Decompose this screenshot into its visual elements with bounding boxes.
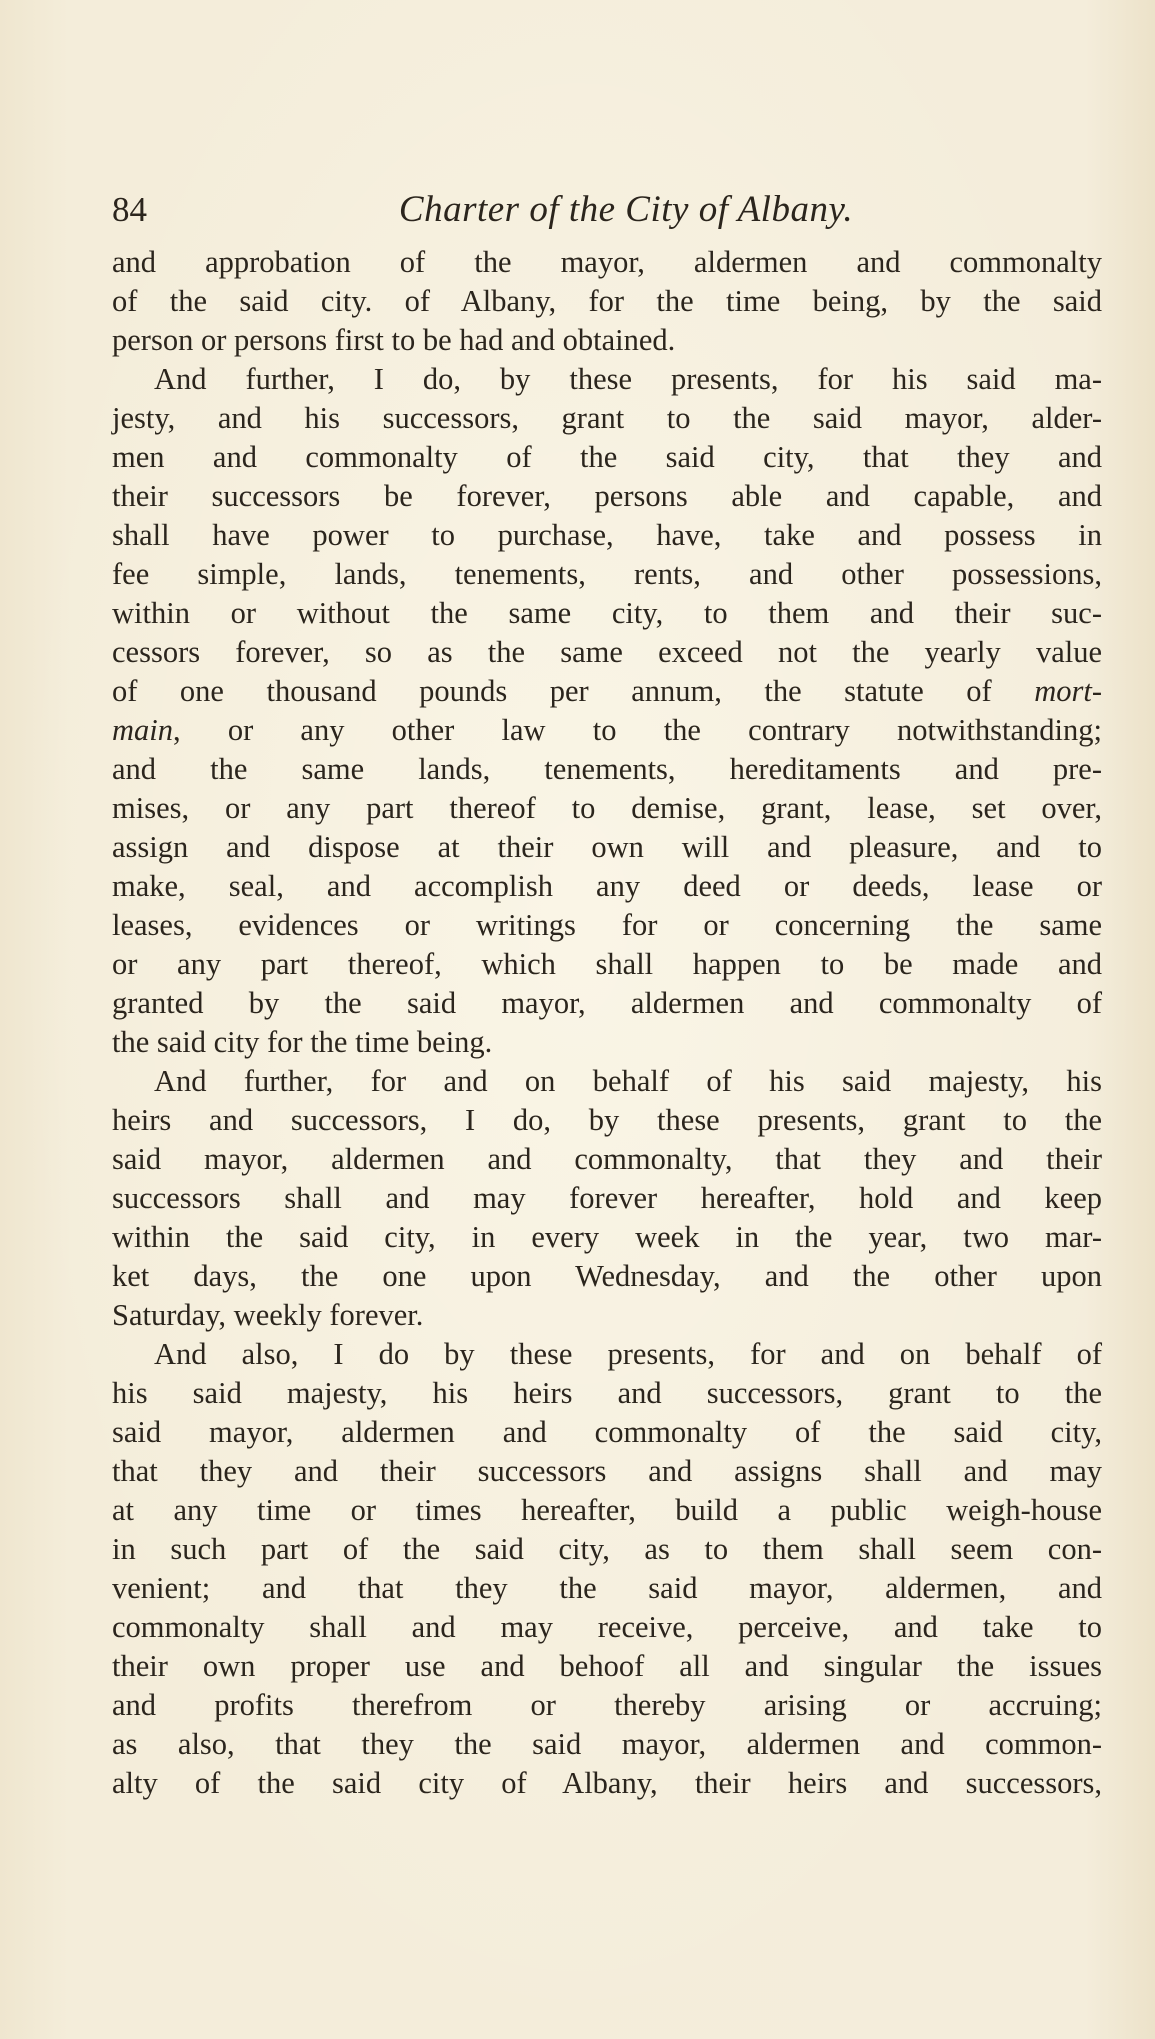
text-line	[112, 282, 1102, 321]
text-line	[112, 1374, 1102, 1413]
text-line	[112, 1023, 1102, 1062]
text-line	[112, 1530, 1102, 1569]
text-line-content: said mayor, aldermen and commonalty of the said city,	[112, 1415, 1102, 1449]
page-header	[112, 184, 1110, 236]
text-line	[112, 867, 1102, 906]
text-line-content: within the said city, in every week in the year, two mar-	[112, 1220, 1102, 1254]
text-line-content: their successors be forever, persons able and capable, and	[112, 479, 1102, 513]
text-line	[112, 789, 1102, 828]
body-text	[112, 243, 1102, 1803]
text-line	[112, 360, 1102, 399]
text-line-content: and profits therefrom or thereby arising or accruing;	[112, 1688, 1102, 1722]
text-line	[112, 1725, 1102, 1764]
text-line	[112, 321, 1102, 360]
text-line-content: venient; and that they the said mayor, aldermen, and	[112, 1571, 1102, 1605]
text-line-content: his said majesty, his heirs and successors, grant to the	[112, 1376, 1102, 1410]
text-line-content: at any time or times hereafter, build a public weigh-house	[112, 1493, 1102, 1527]
text-line-content: person or persons first to be had and obtained.	[112, 323, 676, 357]
text-line-content: jesty, and his successors, grant to the said mayor, alder-	[112, 401, 1102, 435]
text-line-content: leases, evidences or writings for or concerning the same	[112, 908, 1102, 942]
text-line-content: successors shall and may forever hereafter, hold and keep	[112, 1181, 1102, 1215]
text-line-content: that they and their successors and assigns shall and may	[112, 1454, 1102, 1488]
text-line	[112, 1140, 1102, 1179]
text-line-continuation: , or any other law to the contrary notwithstanding;	[173, 713, 1102, 747]
text-line	[112, 1296, 1102, 1335]
text-line	[112, 1257, 1102, 1296]
text-line-content: alty of the said city of Albany, their heirs and successors,	[112, 1766, 1102, 1800]
text-line-content: ket days, the one upon Wednesday, and the other upon	[112, 1259, 1102, 1293]
text-line-content: And further, I do, by these presents, for his said ma-	[154, 362, 1102, 396]
text-line	[112, 906, 1102, 945]
text-line	[112, 1647, 1102, 1686]
text-line-content: make, seal, and accomplish any deed or deeds, lease or	[112, 869, 1102, 903]
text-line	[112, 1179, 1102, 1218]
text-line	[112, 1569, 1102, 1608]
text-line	[112, 1335, 1102, 1374]
text-line-content: and the same lands, tenements, hereditaments and pre-	[112, 752, 1102, 786]
text-line-content: of one thousand pounds per annum, the statute of	[112, 674, 1035, 708]
text-line	[112, 1686, 1102, 1725]
text-line	[112, 1608, 1102, 1647]
text-line-content: shall have power to purchase, have, take and possess in	[112, 518, 1102, 552]
text-line	[112, 516, 1102, 555]
text-line	[112, 243, 1102, 282]
text-line-content: of the said city. of Albany, for the time being, by the said	[112, 284, 1102, 318]
text-line-content: and approbation of the mayor, aldermen and commonalty	[112, 245, 1102, 279]
text-line	[112, 1218, 1102, 1257]
text-line	[112, 594, 1102, 633]
text-line-content: Saturday, weekly forever.	[112, 1298, 424, 1332]
text-line	[112, 1491, 1102, 1530]
text-line-content: assign and dispose at their own will and pleasure, and to	[112, 830, 1102, 864]
text-line	[112, 1062, 1102, 1101]
text-line	[112, 477, 1102, 516]
text-line	[112, 984, 1102, 1023]
text-line	[112, 672, 1102, 711]
text-line-content: cessors forever, so as the same exceed not the yearly value	[112, 635, 1102, 669]
text-line-content: fee simple, lands, tenements, rents, and other possessions,	[112, 557, 1102, 591]
text-line-content: the said city for the time being.	[112, 1025, 493, 1059]
text-line-content: as also, that they the said mayor, aldermen and common-	[112, 1727, 1102, 1761]
text-line-content: men and commonalty of the said city, that they and	[112, 440, 1102, 474]
text-line	[112, 828, 1102, 867]
text-line-content: mises, or any part thereof to demise, grant, lease, set over,	[112, 791, 1102, 825]
text-line-content: said mayor, aldermen and commonalty, that they and their	[112, 1142, 1102, 1176]
text-line	[112, 711, 1102, 750]
text-line	[112, 1101, 1102, 1140]
text-line	[112, 1413, 1102, 1452]
italic-term: mort-	[1034, 674, 1102, 708]
text-line-content: in such part of the said city, as to them shall seem con-	[112, 1532, 1102, 1566]
text-line	[112, 399, 1102, 438]
text-line-content: And further, for and on behalf of his said majesty, his	[154, 1064, 1102, 1098]
page-number: 84	[112, 190, 147, 229]
text-line	[112, 750, 1102, 789]
text-line-content: heirs and successors, I do, by these presents, grant to the	[112, 1103, 1102, 1137]
text-line-content: or any part thereof, which shall happen to be made and	[112, 947, 1102, 981]
text-line-content: their own proper use and behoof all and singular the issues	[112, 1649, 1102, 1683]
text-line	[112, 1452, 1102, 1491]
text-line	[112, 1764, 1102, 1803]
text-line	[112, 633, 1102, 672]
italic-term: main	[112, 713, 173, 747]
running-title: Charter of the City of Albany.	[398, 189, 854, 230]
text-line-content: commonalty shall and may receive, perceive, and take to	[112, 1610, 1102, 1644]
text-line	[112, 945, 1102, 984]
text-line-content: And also, I do by these presents, for and on behalf of	[154, 1337, 1102, 1371]
text-line-content: within or without the same city, to them and their suc-	[112, 596, 1102, 630]
text-line	[112, 555, 1102, 594]
text-line-content: granted by the said mayor, aldermen and commonalty of	[112, 986, 1102, 1020]
text-line	[112, 438, 1102, 477]
